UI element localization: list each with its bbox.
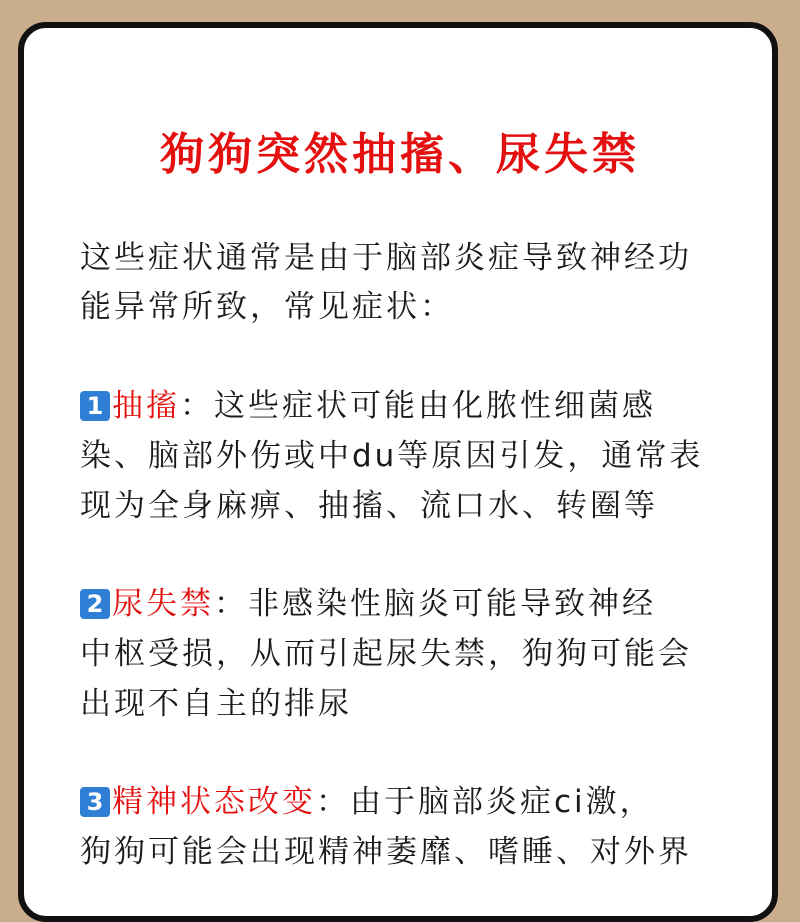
item-1-line-2: 染、脑部外伤或中du等原因引发，通常表 xyxy=(80,438,704,474)
item-1-line-3: 现为全身麻痹、抽搐、流口水、转圈等 xyxy=(80,488,658,524)
item-1-keyword: 抽搐 xyxy=(112,388,180,424)
item-2-number-badge: 2 xyxy=(80,589,110,619)
intro-line-1: 这些症状通常是由于脑部炎症导致神经功 xyxy=(80,240,692,276)
item-2-line-1 xyxy=(80,584,656,624)
item-1-number-badge: 1 xyxy=(80,391,110,421)
item-1-text: ：这些症状可能由化脓性细菌感 xyxy=(180,388,656,424)
item-3-line-2: 狗狗可能会出现精神萎靡、嗜睡、对外界 xyxy=(80,834,692,870)
item-1-line-1 xyxy=(80,386,656,426)
item-3-number-badge: 3 xyxy=(80,787,110,817)
item-3-text: ：由于脑部炎症ci激， xyxy=(316,784,654,820)
item-2-keyword: 尿失禁 xyxy=(112,586,214,622)
item-3-line-1 xyxy=(80,782,654,822)
intro-line-2: 能异常所致，常见症状： xyxy=(80,289,454,325)
article-title: 狗狗突然抽搐、尿失禁 xyxy=(160,129,640,180)
item-2-line-2: 中枢受损，从而引起尿失禁，狗狗可能会 xyxy=(80,636,692,672)
item-2-text: ：非感染性脑炎可能导致神经 xyxy=(214,586,656,622)
item-3-keyword: 精神状态改变 xyxy=(112,784,316,820)
item-2-line-3: 出现不自主的排尿 xyxy=(80,686,352,722)
